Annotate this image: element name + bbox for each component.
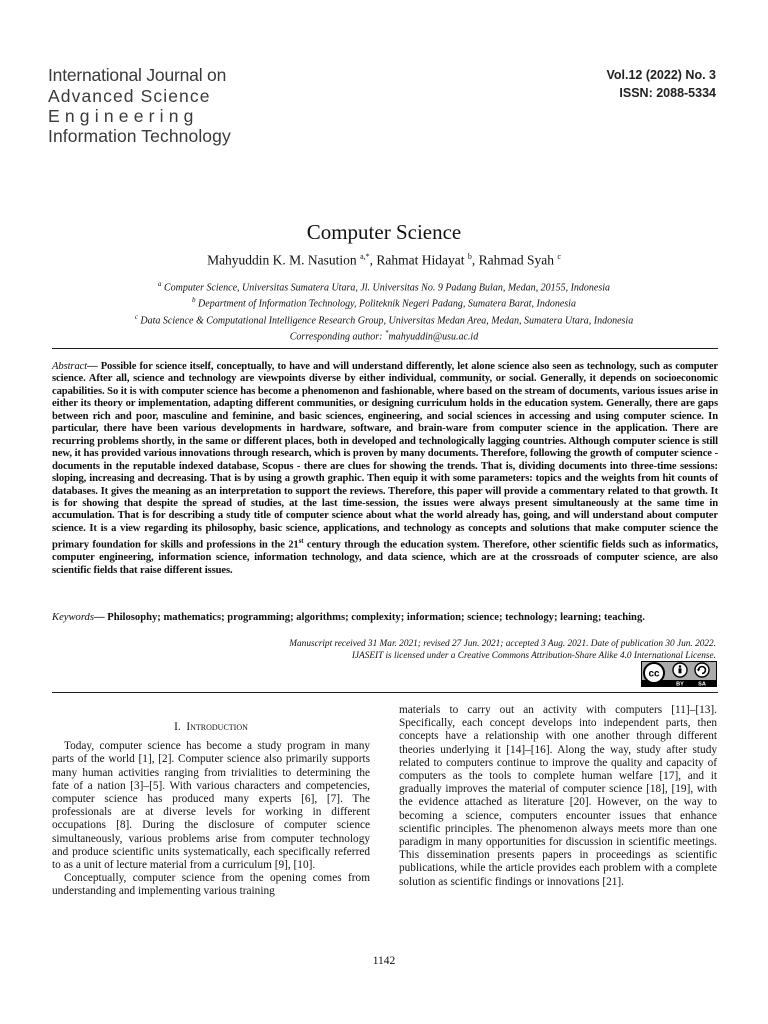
cc-text: cc (648, 668, 660, 680)
share-alike-icon (695, 663, 709, 677)
author-name: Rahmad Syah (478, 252, 554, 268)
section-title: Introduction (186, 721, 248, 733)
journal-logo (48, 64, 231, 146)
affiliation-line: $^c$ Data Science & Computational Intelligence Research Group, Universitas Medan Area, Medan, Sumatera Utara, Indonesia (134, 312, 634, 326)
journal-volume: Vol.12 (2022) No. 3 (606, 68, 716, 82)
author-affiliation-mark: c (557, 252, 561, 261)
author-affiliation-mark: a,* (360, 252, 370, 261)
sa-label: SA (698, 681, 706, 687)
paper-title: Computer Science (306, 220, 462, 244)
corresponding-author: Corresponding author: *mahyuddin@usu.ac.id (289, 328, 479, 343)
journal-name-line-2: Advanced Science (48, 86, 211, 106)
journal-issn: ISSN: 2088-5334 (619, 86, 716, 100)
abstract-text: Possible for science itself, conceptually, to have and will understand differently, let alone science also seen as technology, such as computer science. After all, science and technology are viewpoints diverse by either individual, community, or social. Generally, it depends on socioeconomic capabilities. So it is with computer science has become a phenomenon and fashionable, where based on the stream of documents, various issues arise in either its theory or implementation, adapting different communities, or designing curriculum holds in the education system. Generally, there are gaps between rich and poor, masculine and feminine, and basic sciences, engineering, and social sciences in accessing and using computer science. In particular, there have been various developments in hardware, software, and brain-ware from computer science in the application. There are recurring problems shortly, in the same or different places, both in developed and technologically lagging countries. Although computer science is still new, it has provided various innovations through research, which is proven by many documents. Therefore, following the growth of computer science - documents in the reputable indexed database, Scopus - there are clues for showing the trends. That is, dividing documents into three-time sessions: sloping, increasing and decreasing. That is by using a growth graphic. Then equip it with some parameters: topics and the weights from hit counts of databases. It gives the meaning as an interpretation to support the reviews. Therefore, this paper will provide a commentary related to that growth. It is for showing that despite the spread of studies, at the last time-session, the issues were always present simultaneously at the same time in accumulation. That is for describing a study title of computer science about what the world already has, going, and will understand about computer science. It is a view regarding its philosophy, basic science, applications, and technology as concepts and solutions that make computer science the primary foundation for skills and professions in the 21 (52, 361, 718, 551)
abstract-label: Abstract (52, 361, 88, 372)
author-name: Rahmat Hidayat (376, 252, 465, 268)
cc-by-sa-badge[interactable] (641, 661, 717, 687)
author-affiliation-mark: b (467, 252, 472, 261)
page-number: 1142 (372, 955, 396, 967)
keywords-label: Keywords (52, 612, 94, 623)
manuscript-dates: Manuscript received 31 Mar. 2021; revised 27 Jun. 2021; accepted 3 Aug. 2021. Date of publication 30 Jun. 2022. (289, 639, 716, 649)
journal-name-line-3: Engineering (48, 106, 199, 126)
affiliations (40, 278, 728, 343)
journal-info (606, 66, 716, 102)
license-statement: IJASEIT is licensed under a Creative Commons Attribution-Share Alike 4.0 International License. (351, 651, 716, 661)
author-name: Mahyuddin K. M. Nasution (207, 252, 357, 268)
divider-bottom (52, 692, 718, 693)
journal-name-line-1: International Journal on (48, 65, 227, 85)
author-list: Mahyuddin K. M. Nasution $^{a,*}$, Rahmat Hidayat $^b$, Rahmad Syah $^c$ (207, 252, 561, 268)
abstract: Abstract— Possible for science itself, conceptually, to have and will understand differently, let alone science also seen as technology, such as computer science. After all, science and technology are viewpoints diverse by either individual, community, or social. Generally, it depends on socioeconomic capabilities. So it is with computer science has become a phenomenon and fashionable, where based on the stream of documents, various issues arise in either its theory or implementation, adapting different communities, or designing curriculum holds in the education system. Generally, there are gaps between rich and poor, masculine and feminine, and basic sciences, engineering, and social sciences in accessing and using computer science. In particular, there have been various developments in hardware, software, and brain-ware from computer science in the application. There are recurring problems shortly, in the same or different places, both in developed and technologically lagging countries. Although computer science is still new, it has provided various innovations through research, which is proven by many documents. Therefore, following the growth of computer science - documents in the reputable indexed database, Scopus - there are clues for showing the trends. That is, dividing documents into three-time sessions: sloping, increasing and decreasing. That is by using a growth graphic. Then equip it with some parameters: topics and the weights from hit counts of databases. It gives the meaning as an interpretation to support the reviews. Therefore, this paper will provide a commentary related to that growth. It is for showing that despite the spread of studies, at the last time-session, the issues were always present simultaneously at the same time in accumulation. That is for describing a study title of computer science about what the world already has, going, and will understand about computer science. It is a view regarding its philosophy, basic science, applications, and technology as concepts and solutions that make computer science the primary foundation for skills and professions in the 21st century through the education system. Therefore, other scientific fields such as informatics, computer engineering, information science, information technology, and data science, which are at the crossroads of computer science, are also scientific fields that raise different issues. (52, 361, 718, 576)
paragraph: Conceptually, computer science from the opening comes from understanding and implementing various training (52, 872, 370, 898)
affiliation-line: $^a$ Computer Science, Universitas Sumatera Utara, Jl. Universitas No. 9 Padang Bulan, Medan, 20155, Indonesia (157, 280, 611, 294)
manuscript-info (156, 638, 716, 662)
affiliation-line: $^b$ Department of Information Technology, Politeknik Negeri Padang, Sumatera Barat, Indonesia (192, 296, 576, 310)
left-column (52, 704, 370, 899)
divider-top (52, 348, 718, 349)
keywords: Keywords— Philosophy; mathematics; programming; algorithms; complexity; information; science; technology; learning; teaching. (52, 612, 645, 623)
paragraph: Today, computer science has become a study program in many parts of the world [1], [2]. Computer science also primarily supports many human activities ranging from trivialities to determining the fate of a nation [3]–[5]. With various characters and competencies, computer science has produced many experts [6], [7]. The professionals are at diverse levels for working in different occupations [8]. During the disclosure of computer science simultaneously, various problems arise from computer technology and produce scientific units systematically, each specifically referred to as a unit of lecture material from a curriculum [9], [10]. (52, 740, 370, 872)
keywords-text: Philosophy; mathematics; programming; algorithms; complexity; information; science; technology; learning; teaching. (107, 612, 645, 623)
section-heading: I. Introduction (174, 721, 248, 733)
journal-name-line-4: Information Technology (48, 126, 231, 146)
right-column (399, 704, 717, 889)
corresponding-email[interactable]: mahyuddin@usu.ac.id (388, 331, 479, 343)
by-label: BY (676, 681, 684, 687)
abstract-text-end: century through the education system. Therefore, other scientific fields such as informatics, computer engineering, information science, information technology, and data science, which are at the crossroads of computer science, are also scientific fields that raise different issues. (52, 539, 718, 576)
paragraph: materials to carry out an activity with computers [11]–[13]. Specifically, each concept develops into independent parts, then concepts have a relationship with one another through different theories underlying it [14]–[16]. Along the way, study after study related to computers continue to improve the quality and capacity of computers as the tools to complete human welfare [17], and it gradually improves the material of computer science [18], [19], with the evidence attached as literature [20]. However, on the way to becoming a science, computers encounter issues that enhance scientific principles. The phenomenon always meets more than one paradigm in many opportunities for discussion in scientific meetings. This dissemination presents papers in proceedings as scientific publications, while the article provides each problem with a complete solution as scientific findings or innovations [21]. (399, 704, 717, 888)
